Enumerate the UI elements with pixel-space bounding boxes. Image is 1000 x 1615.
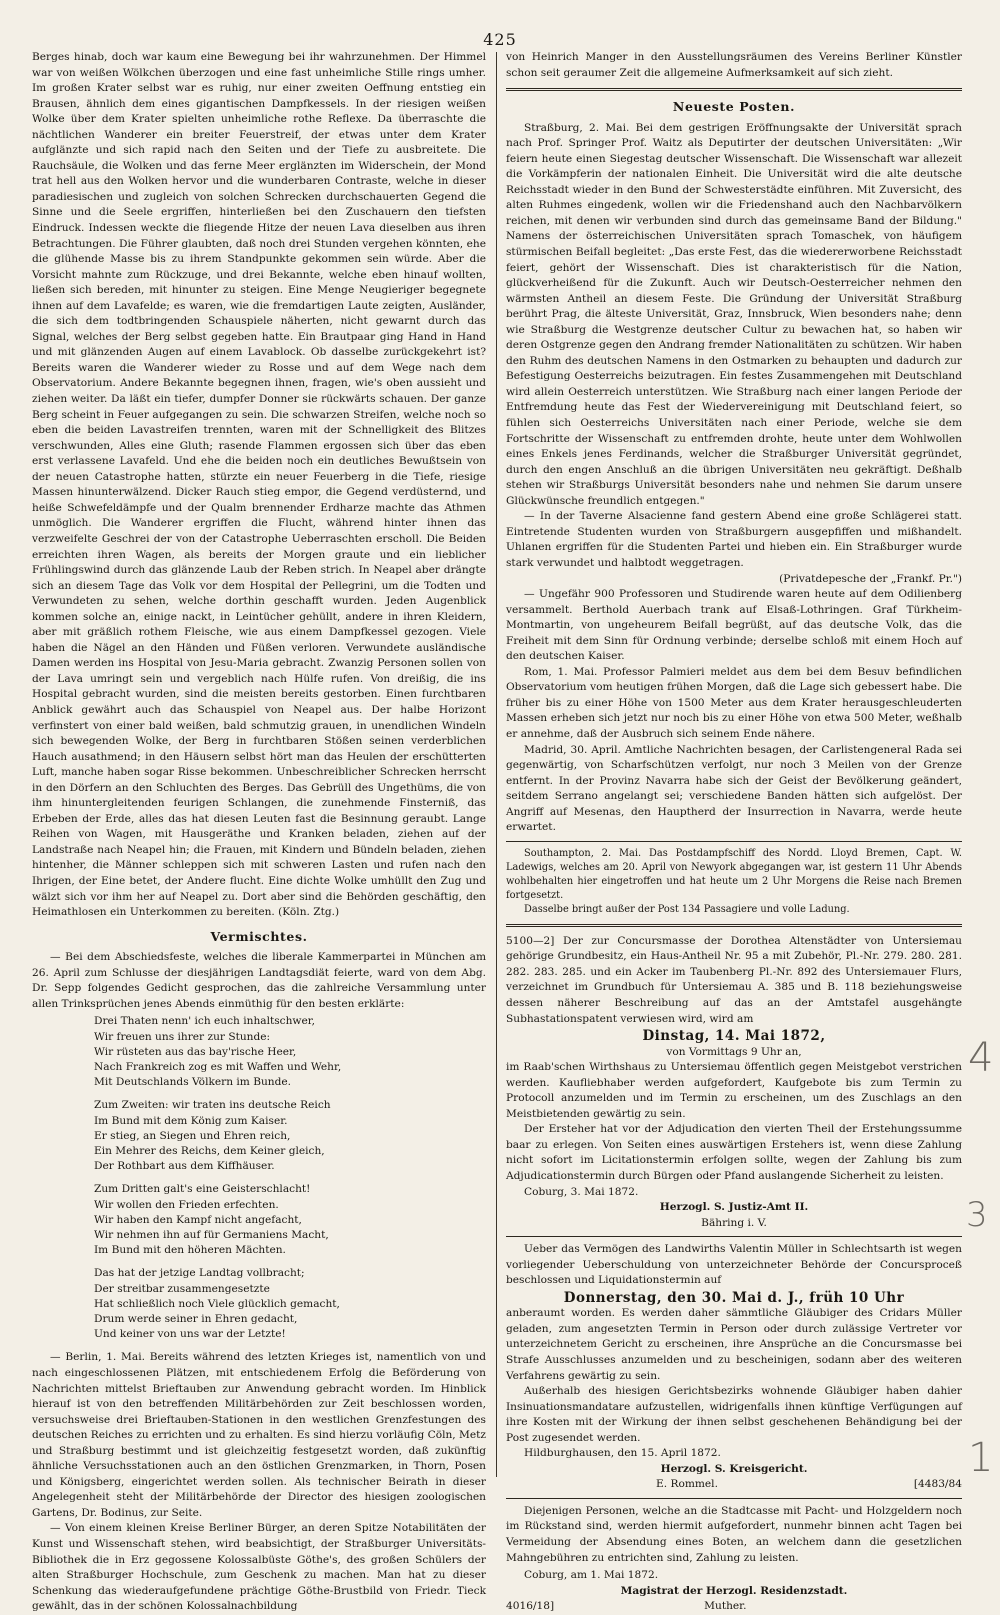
poem-line: Drei Thaten nenn' ich euch inhaltschwer,: [94, 1015, 316, 1028]
auction-place-date: Coburg, 3. Mai 1872.: [524, 1185, 639, 1198]
madrid-news: Madrid, 30. April. Amtliche Nachrichten besagen, der Carlistengeneral Rada sei gegenwärtig, von Scharfschützen verfolgt, nur noch 3 Meilen von der Grenze entfernt. In der Provinz Navarra habe sich der Geist der Bevölkerung geändert, seitdem Serrano angelangt sei; verschiedene Banden hätten sich aufgelöst. Der Angriff auf Mesenas, den Hauptherd der Insurrection in Navarra, werde heute erwartet.: [506, 743, 962, 834]
poem-line: Zum Dritten galt's eine Geisterschlacht!: [94, 1183, 311, 1196]
taverne-news: — In der Taverne Alsacienne fand gestern Abend eine große Schlägerei statt. Eintretende Studenten wurden von Straßburgern ausgepfiffen und mißhandelt. Uhlanen ergriffen für die Studenten Partei und hieben ein. Ein Straßburger wurde stark verwundet und halbtodt weggetragen.: [506, 510, 962, 569]
bankruptcy-place-date: Hildburghausen, den 15. April 1872.: [524, 1447, 721, 1460]
poem-line: Im Bund mit den höheren Mächten.: [94, 1244, 286, 1257]
bankruptcy-terms: Außerhalb des hiesigen Gerichtsbezirks wohnende Gläubiger haben dahier Insinuationsmandatare aufzustellen, widrigenfalls ihnen künftige Verfügungen auf ihre Kosten mit der Wirkung der ihnen selbst geschehenen Behändigung bei der Post zugesendet werden.: [506, 1385, 962, 1444]
auction-time: von Vormittags 9 Uhr an,: [666, 1045, 802, 1058]
bankruptcy-body: anberaumt worden. Es werden daher sämmtliche Gläubiger des Cridars Müller geladen, zum angesetzten Termin in Person oder durch zulässige Vertreter vor unterzeichnetem Gericht zu erscheinen, ihre Ansprüche an die Concursmasse bei Strafe Ausschlusses anzumelden und zu bescheinigen, sodann aber des weiteren Verfahrens gewärtig zu sein.: [506, 1307, 962, 1382]
separator: [506, 1236, 962, 1237]
bankruptcy-signatory: E. Rommel.: [656, 1478, 718, 1491]
strassburg-library-article: — Von einem kleinen Kreise Berliner Bürger, an deren Spitze Notabilitäten der Kunst und Wissenschaft stehen, wird beabsichtigt, der Straßburger Universitäts-Bibliothek die in Erz gegossene Kolossalbüste Göthe's, des großen Schülers der alten Straßburger Hochschule, zum Geschenk zu machen. Man hat zu dieser Schenkung das wiederaufgefundene prächtige Göthe-Brustbild von Friedr. Tieck gewählt, das in der schönen Kolossalnachbildung: [32, 1522, 486, 1613]
bankruptcy-signature-row: [506, 1477, 962, 1493]
tax-ref-number: 4016/18]: [506, 1600, 555, 1613]
column-divider: [496, 52, 497, 1477]
manger-continuation: von Heinrich Manger in den Ausstellungsräumen des Vereins Berliner Künstler schon seit geraumer Zeit die allgemeine Aufmerksamkeit auf sich zieht.: [506, 51, 962, 79]
auction-terms: Der Ersteher hat vor der Adjudication den vierten Theil der Erstehungssumme baar zu erlegen. Von Seiten eines auswärtigen Erstehers ist, wenn diese Zahlung nicht sofort im Licitationstermin erfolgen sollte, wegen der Zahlung bis zum Adjudicationstermin durch Bürgen oder Pfand auslangende Sicherheit zu leisten.: [506, 1123, 962, 1182]
separator: [506, 1498, 962, 1499]
bankruptcy-authority: Herzogl. S. Kreisgericht.: [660, 1462, 808, 1475]
separator: [506, 88, 962, 91]
poem-stanza: [94, 1014, 486, 1090]
bankruptcy-date: Donnerstag, den 30. Mai d. J., früh 10 Uhr: [563, 1289, 905, 1306]
poem-stanza: [94, 1266, 486, 1342]
poem-line: Drum werde seiner in Ehren gedacht,: [94, 1313, 298, 1326]
munich-article: — Bei dem Abschiedsfeste, welches die liberale Kammerpartei in München am 26. April zum Schlusse der diesjährigen Landtagsdiät feierte, ward von dem Abg. Dr. Sepp folgendes Gedicht gesprochen, das die zahlreiche Versammlung unter allen Trinksprüchen jenes Abends einmüthig für den besten erklärte:: [32, 951, 486, 1010]
auction-authority: Herzogl. S. Justiz-Amt II.: [659, 1201, 809, 1214]
pencil-margin-mark: 4: [968, 1035, 994, 1081]
poem-line: Nach Frankreich zog es mit Waffen und Wehr,: [94, 1060, 342, 1073]
poem-line: Der Rothbart aus dem Kiffhäuser.: [94, 1160, 275, 1173]
southampton-news: Southampton, 2. Mai. Das Postdampfschiff des Nordd. Lloyd Bremen, Capt. W. Ladewigs, welches am 20. April von Newyork abgegangen war, ist gestern 11 Uhr Abends wohlbehalten hier eingetroffen und hat heute um 2 Uhr Morgens die Reise nach Bremen fortgesetzt.: [506, 847, 962, 901]
poem-stanza: [94, 1182, 486, 1258]
poem-stanza: [94, 1098, 486, 1174]
bankruptcy-ref-number: [4483/84: [913, 1478, 962, 1491]
poem-line: Im Bund mit dem König zum Kaiser.: [94, 1114, 288, 1127]
page-number: 425: [483, 30, 517, 49]
private-dispatch-credit: (Privatdepesche der „Frankf. Pr."): [779, 572, 962, 585]
poem-line: Und keiner von uns war der Letzte!: [94, 1328, 286, 1341]
section-heading-news: Neueste Posten.: [672, 99, 796, 115]
tax-notice: Diejenigen Personen, welche an die Stadtcasse mit Pacht- und Holzgeldern noch im Rückstand sind, werden hiermit aufgefordert, nunmehr binnen acht Tagen bei Vermeidung der Absendung eines Boten, an welchem dann die gesetzlichen Mahngebühren zu entrichten sind, Zahlung zu leisten.: [506, 1504, 962, 1564]
poem-line: Wir freuen uns ihrer zur Stunde:: [94, 1030, 271, 1043]
separator: [506, 924, 962, 927]
section-heading-misc: Vermischtes.: [210, 928, 308, 944]
rome-news: Rom, 1. Mai. Professor Palmieri meldet aus dem bei dem Besuv befindlichen Observatorium vom heutigen frühen Morgen, daß die Lage sich gebessert habe. Die früher bis zu einer Höhe von 1500 Meter aus dem Krater herausgeschleuderten Massen erheben sich jetzt nur noch bis zu einer Höhe von etwa 500 Meter, weßhalb er annehme, daß der Ausbruch sich seinem Ende nähere.: [506, 665, 962, 740]
tax-signatory: Muther.: [704, 1600, 747, 1613]
poem-line: Wir rüsteten aus das bay'rische Heer,: [94, 1045, 297, 1058]
poem-line: Er stieg, an Siegen und Ehren reich,: [94, 1129, 291, 1142]
tax-signature-row: [506, 1599, 962, 1615]
poem-line: Wir nehmen ihn auf für Germaniens Macht,: [94, 1229, 329, 1241]
poem-line: Zum Zweiten: wir traten ins deutsche Reich: [94, 1099, 331, 1112]
poem: [94, 1014, 486, 1342]
separator: [506, 841, 962, 842]
pencil-margin-mark: 1: [968, 1435, 994, 1481]
auction-signatory: Bähring i. V.: [701, 1216, 767, 1229]
poem-line: Ein Mehrer des Reichs, dem Keiner gleich,: [94, 1144, 325, 1157]
auction-notice: 5100—2] Der zur Concursmasse der Dorothea Altenstädter von Untersiemau gehörige Grundbesitz, ein Haus-Antheil Nr. 95 a mit Zubehör, Pl.-Nr. 279. 280. 281. 282. 283. 285. und ein Acker im Taubenberg Pl.-Nr. 892 des Untersiemauer Flurs, verzeichnet im Grundbuch für Untersiemau A. 385 und B. 118 beziehungsweise dessen näherer Beschreibung auf das an der Amtstafel ausgehängte Subhastationspatent verwiesen wird, wird am: [506, 934, 962, 1025]
poem-line: Mit Deutschlands Völkern im Bunde.: [94, 1076, 292, 1089]
poem-line: Wir haben den Kampf nicht angefacht,: [94, 1213, 302, 1226]
berlin-article: — Berlin, 1. Mai. Bereits während des letzten Krieges ist, namentlich von und nach eingeschlossenen Plätzen, mit entschiedenem Erfolg die Beförderung von Nachrichten mittelst Brieftauben zur Anwendung gebracht worden. Im Hinblick hierauf ist von den betreffenden Militärbehörden zur Zeit beschlossen worden, versuchsweise drei Brieftauben-Stationen in den westlichen Grenzfestungen des deutschen Reiches zu errichten und zu erhalten. Es sind hierzu vorläufig Cöln, Metz und Straßburg bestimmt und ist gleichzeitig festgesetzt worden, daß zukünftig ähnliche Versuchsstationen auch an den östlichen Grenzmarken, in Thorn, Posen und Königsberg, eingerichtet werden sollen. Als technischer Beirath in dieser Angelegenheit steht der Militärbehörde der Director des hiesigen zoologischen Gartens, Dr. Bodinus, zur Seite.: [32, 1351, 486, 1519]
poem-line: Der streitbar zusammengesetzte: [94, 1282, 270, 1295]
right-column: [506, 50, 962, 1613]
poem-line: Hat schließlich noch Viele glücklich gemacht,: [94, 1297, 340, 1310]
auction-date: Dinstag, 14. Mai 1872,: [642, 1028, 826, 1045]
auction-body: im Raab'schen Wirthshaus zu Untersiemau öffentlich gegen Meistgebot verstrichen werden. Kaufliebhaber werden aufgefordert, Kaufgebote bis zum Termin zu Protocoll anzumelden und im Termin zu erscheinen, um des Zuschlags an den Meistbietenden gewärtig zu sein.: [506, 1061, 962, 1120]
pencil-margin-mark: 3: [966, 1195, 988, 1235]
strassburg-news: Straßburg, 2. Mai. Bei dem gestrigen Eröffnungsakte der Universität sprach nach Prof. Springer Prof. Waitz als Deputirter der deutschen Universitäten: „Wir feiern heute einen Siegestag deutscher Wissenschaft. Die Wissenschaft war allezeit die Vorkämpferin der nationalen Einheit. Die Universität wird die alte deutsche Reichsstadt wieder in den Bund der Schwesterstädte einführen. Mit Zuversicht, des alten Ruhmes eingedenk, wollen wir die Friedenshand auch den Nachbarvölkern reichen, mit denen wir verbunden sind durch das gemeinsame Band der Bildung." Namens der österreichischen Universitäten sprach Tomaschek, von häufigem stürmischen Beifall begleitet: „Das erste Fest, das die wiedererworbene Reichsstadt feiert, gehört der Wissenschaft. Dies ist charakteristisch für die Nation, glückverheißend für die Zukunft. Auch wir Deutsch-Oesterreicher nehmen den wärmsten Antheil an diesem Feste. Die Gründung der Universität Straßburg berührt Prag, die älteste Universität, Graz, Innsbruck, Wien besonders nahe; denn wie Straßburg die Westgrenze deutscher Cultur zu bewachen hat, so haben wir deren Ostgrenze gegen den Andrang fremder Nationalitäten zu schützen. Wir haben den Ruhm des deutschen Namens in den Ostmarken zu behaupten und dadurch zur Befestigung Oesterreichs beizutragen. Ein festes Zusammengehen mit Deutschland wird allein Oesterreich unterstützen. Wie Straßburg nach einer langen Periode der Entfremdung heute das Fest der Wiedervereinigung mit Deutschland feiert, so fühlen sich Oesterreichs Universitäten nach einer Periode, welche sie dem Fortschritte der Wissenschaft zu entfremden drohte, heute unter dem Wohlwollen eines Enkels jenes Ferdinands, welcher die Straßburger Universität gegründet, durch den engen Anschluß an die übrigen Universitäten neu gekräftigt. Deßhalb stehen wir Straßburgs Universität besonders nahe und nehmen Sie darum unsere Glückwünsche freundlich entgegen.": [506, 121, 962, 507]
tax-authority: Magistrat der Herzogl. Residenzstadt.: [620, 1584, 848, 1597]
poem-line: Wir wollen den Frieden erfechten.: [94, 1198, 279, 1211]
poem-line: Das hat der jetzige Landtag vollbracht;: [94, 1267, 305, 1280]
vesuvius-article: Berges hinab, doch war kaum eine Bewegung bei ihr wahrzunehmen. Der Himmel war von weißen Wölkchen überzogen und eine fast unheimliche Stille rings umher. Im großen Krater selbst war es ruhig, nur einer zweiten Oeffnung entstieg ein Brausen, ähnlich dem eines gigantischen Dampfkessels. In der riesigen weißen Wolke über dem Krater spielten unheimliche rothe Reflexe. Da überraschte die nächtlichen Wanderer ein breiter Feuerstreif, der etwas unter dem Krater aufglänzte und sich rapid nach den Seiten und der Tiefe zu ausbreitete. Die Rauchsäule, die Wolken und das ferne Meer erglänzten im Widerschein, der Mond trat hell aus den Wolken hervor und die wunderbaren Contraste, welche in dieser paradiesischen und zugleich von solchen Schrecken durchschauerten Gegend die Sinne und die Seele ergriffen, hinterließen bei den Zuschauern den tiefsten Eindruck. Indessen weckte die fliegende Hitze der neuen Lava dieselben aus ihren Betrachtungen. Die Führer glaubten, daß noch drei Stunden vergehen könnten, ehe die glühende Masse bis zu ihrem Standpunkte gekommen sein würde. Aber die Vorsicht mahnte zum Rückzuge, und drei Bekannte, welche eben hinauf wollten, ließen sich bereden, mit hinunter zu steigen. Eine Menge Neugieriger begegnete ihnen auf dem Lavafelde; es waren, wie die fremdartigen Laute zeigten, Ausländer, die sich dem todtbringenden Schauspiele näherten, nicht gewarnt durch das Signal, welches der Berg selbst gegeben hatte. Ein Brautpaar ging Hand in Hand und mit glänzenden Augen auf einem Lavablock. Ob dasselbe zurückgekehrt ist? Bereits waren die Wanderer wieder zu Rosse und auf dem Wege nach dem Observatorium. Andere Bekannte begegnen ihnen, fragen, wie's oben aussieht und ziehen weiter. Da läßt ein tiefer, dumpfer Donner sie rückwärts schauen. Der ganze Berg scheint in Feuer aufgegangen zu sein. Die schwarzen Streifen, welche noch so eben die beiden Lavastreifen trennten, waren mit der Schnelligkeit des Blitzes verschwunden, Alles eine Gluth; rasende Flammen ergossen sich über das eben erst verlassene Lavafeld. Und ehe die beiden noch ein deutliches Bewußtsein von der neuen Catastrophe hatten, stürzte ein neuer Feuerberg in die Tiefe, riesige Massen hinunterwälzend. Dicker Rauch stieg empor, die Gegend verdüsternd, und heiße Schwefeldämpfe und der Qualm brennender Erdharze machte das Athmen unmöglich. Die Wanderer ergriffen die Flucht, während hinter ihnen das verzweifelte Geschrei der von der Catastrophe Ueberraschten erscholl. Die Beiden erreichten ihren Wagen, als bereits der Morgen graute und ein lieblicher Frühlingswind durch das glänzende Laub der Reben strich. In Neapel aber drängte sich an diesem Tage das Volk vor dem Hospital der Pellegrini, um die Todten und Verwundeten zu sehen, welche dorthin geschafft wurden. Jeden Augenblick kommen solche an, einige nackt, in Leintücher gehüllt, andere in ihren Kleidern, aber mit gräßlich rothem Fleische, wie aus einem Dampfkessel gezogen. Viele haben die Nägel an den Händen und Füßen verloren. Verwundete ausländische Damen werden ins Hospital von Jesu-Maria gebracht. Zwanzig Personen sollen von der Lava umringt sein und vergeblich nach Hülfe rufen. Von dreißig, die ins Hospital gebracht wurden, sind die meisten bereits gestorben. Einen furchtbaren Anblick gewährt auch das Schauspiel von Neapel aus. Der halbe Horizont verfinstert von einer bald weißen, bald schmutzig grauen, in unendlichen Windeln sich bewegenden Wolke, der Berg in furchtbaren Stößen seinen verderblichen Hauch ausathmend; in den Häusern selbst hört man das Heulen der erschütterten Luft, manche haben sogar Risse bekommen. Unbeschreiblicher Schrecken herrscht in den Dörfern an den Schluchten des Berges. Das Gebrüll des Ungethüms, die von ihm hinuntergleitenden feurigen Schlangen, die zunehmende Finsterniß, das Erbeben der Erde, alles das hat diesen Leuten fast die Besinnung geraubt. Lange Reihen von Wagen, mit Hausgeräthe und Kranken beladen, ziehen auf der Landstraße nach Neapel hin; die Frauen, mit Kindern und Bündeln beladen, ziehen hintenher, die Männer schleppen sich mit schweren Lasten und rufen nach den Ihrigen, der Eine betet, der Andere flucht. Eine dichte Wolke umhüllt den Zug und wälzt sich vor ihm her auf Neapel zu. Dort aber sind die Behörden geschäftig, den Heimathlosen ein Unterkommen zu bereiten. (Köln. Ztg.): [32, 51, 486, 919]
tax-place-date: Coburg, am 1. Mai 1872.: [524, 1569, 659, 1582]
bankruptcy-notice: Ueber das Vermögen des Landwirths Valentin Müller in Schlechtsarth ist wegen vorliegender Ueberschuldung von unterzeichneter Behörde der Concursproceß beschlossen und Liquidationstermin auf: [506, 1243, 962, 1287]
southampton-cargo: Dasselbe bringt außer der Post 134 Passagiere und volle Ladung.: [524, 903, 850, 915]
left-column: [32, 50, 486, 1613]
odilienberg-news: — Ungefähr 900 Professoren und Studirende waren heute auf dem Odilienberg versammelt. Berthold Auerbach trank auf Elsaß-Lothringen. Graf Türkheim-Montmartin, von ungeheurem Beifall begrüßt, auf das deutsche Volk, das die Freiheit mit dem Sinn für Ordnung verbinde; derselbe schloß mit einem Hoch auf den deutschen Kaiser.: [506, 588, 962, 663]
